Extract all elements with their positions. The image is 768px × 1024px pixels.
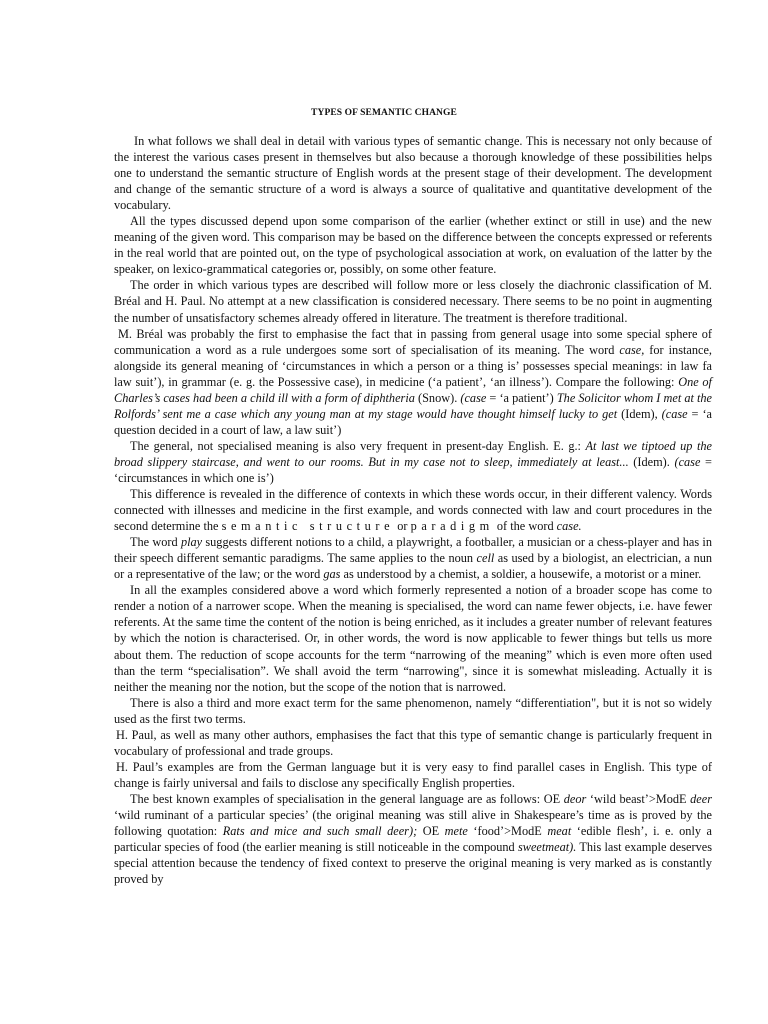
text-run: for instance, alongside its general meaning of ‘circumstances in which a person or a thing is’ possesses special meanings: in law fa law suit’), in grammar (e. g. the Possessive case), in medicine (‘a patient’, ‘an illness’). Compare the following: <box>114 342 712 389</box>
text-run: OE <box>417 824 445 839</box>
text-run: In all the examples considered above a word which formerly represented a notion of a broader scope has come to render a notion of a narrower scope. When the meaning is specialised, the word can name fewer objects, i.e. have fewer referents. At the same time the content of the notion is being enriched, as it includes a greater number of relevant features by which the notion is characterised. Or, in other words, the word is now applicable to fewer things but tells us more about them. The reduction of scope accounts for the term “narrowing of the meaning” which is even more often used than the term “specialisation”. We shall avoid the term “narrowing", since it is somewhat misleading. Actually it is neither the meaning nor the notion, but the scope of the notion that is narrowed. <box>114 583 712 694</box>
text-run: ‘wild beast’>ModE <box>586 791 691 806</box>
text-run: The general, not specialised meaning is also very frequent in present-day English. E. g.: <box>130 438 586 453</box>
text-run: as understood by a chemist, a soldier, a housewife, a motorist or a miner. <box>340 567 702 582</box>
text-run: ‘wild ruminant of a particular species’ (the original meaning was still alive in Shakespeare’s time as is proved by the following quotation: <box>114 807 712 839</box>
italic-text: deer <box>690 791 712 806</box>
text-run: This last example deserves special attention because the tendency of fixed context to preserve the original meaning is very marked as is constantly proved by <box>114 840 712 887</box>
text-run: (Idem). <box>628 454 675 469</box>
spaced-term: paradigm <box>410 519 494 534</box>
paragraph <box>114 759 712 791</box>
text-run: or <box>394 519 411 534</box>
text-run: This difference is revealed in the difference of contexts in which these words occur, in their different valency. Words connected with illnesses and medicine in the first example, and words connected with law and court procedures in the second determine the <box>114 487 712 534</box>
text-run: The order in which various types are described will follow more or less closely the diachronic classification of M. Bréal and H. Paul. No attempt at a new classification is considered necessary. There seems to be no point in augmenting the number of unsatisfactory schemes already offered in literature. The treatment is therefore traditional. <box>114 278 712 325</box>
text-run: ‘edible flesh’, i. e. only a particular species of food (the earlier meaning is still noticeable in the compound <box>114 824 713 855</box>
italic-text: (case <box>661 406 688 421</box>
paragraph <box>114 791 712 887</box>
paragraph <box>114 326 712 438</box>
text-run: = ‘a patient’) <box>486 390 557 405</box>
body-text <box>114 133 712 887</box>
paragraph <box>114 213 712 277</box>
italic-text: sweetmeat). <box>517 840 577 855</box>
text-run: as used by a biologist, an electrician, a nun or a representative of the law; or the word <box>114 551 713 582</box>
paragraph <box>114 695 712 727</box>
paragraph <box>114 582 712 694</box>
text-run: There is also a third and more exact term for the same phenomenon, namely “differentiation", but it is not so widely used as the first two terms. <box>114 695 712 726</box>
paragraph <box>114 486 712 534</box>
italic-text: Rats and mice and such small deer); <box>222 824 418 839</box>
italic-text: case, <box>619 342 645 357</box>
page-title: TYPES OF SEMANTIC CHANGE <box>311 108 457 118</box>
text-run: H. Paul’s examples are from the German language but it is very easy to find parallel cases in English. This type of change is fairly universal and fails to disclose any specifically English properties. <box>114 759 712 790</box>
text-run: = ‘circumstances in which one is’) <box>114 454 712 485</box>
italic-text: deor <box>563 791 587 806</box>
text-run: ‘food’>ModE <box>467 824 548 839</box>
paragraph <box>114 534 712 582</box>
spaced-term: semantic structure <box>221 519 395 534</box>
text-run: = ‘a question decided in a court of law, a law suit’) <box>114 406 713 437</box>
italic-text: play <box>180 535 203 550</box>
text-run: In what follows we shall deal in detail with various types of semantic change. This is necessary not only because of the interest the various cases present in themselves but also because a thorough knowledge of these possibilities helps one to understand the semantic structure of English words at the present stage of their development. The development and change of the semantic structure of a word is always a source of qualitative and quantitative development of the vocabulary. <box>114 134 712 213</box>
paragraph <box>114 438 712 486</box>
italic-text: meat <box>547 824 572 839</box>
text-run: All the types discussed depend upon some comparison of the earlier (whether extinct or still in use) and the new meaning of the given word. This comparison may be based on the difference between the concepts expressed or referents in the real world that are pointed out, on the type of psychological association at work, on evaluation of the latter by the speaker, on lexico-grammatical categories or, possibly, on some other feature. <box>114 214 712 277</box>
italic-text: (case <box>460 390 487 405</box>
paragraph <box>114 133 712 213</box>
italic-text: cell <box>476 551 495 566</box>
text-run: M. Bréal was probably the first to emphasise the fact that in passing from general usage into some special sphere of communication a word as a rule undergoes some sort of specialisation of its meaning. The word <box>114 326 712 357</box>
text-run: The best known examples of specialisation in the general language are as follows: OE <box>130 791 564 806</box>
text-run: (Snow). <box>414 390 461 405</box>
paragraph <box>114 277 712 325</box>
text-run: of the word <box>493 519 557 534</box>
italic-text: One of Charles’s cases had been a child ill with a form of diphtheria <box>114 374 712 405</box>
text-run: H. Paul, as well as many other authors, emphasises the fact that this type of semantic change is particularly frequent in vocabulary of professional and trade groups. <box>114 727 712 758</box>
italic-text: gas <box>323 567 341 582</box>
paragraph <box>114 727 712 759</box>
text-run: The word <box>130 535 181 550</box>
italic-text: The Solicitor whom I met at the Rolfords’ sent me a case which any young man at my stage would have thought himself lucky to get <box>114 390 713 421</box>
italic-text: At last we tiptoed up the broad slippery staircase, and went to our rooms. But in my case not to sleep, immediately at least... <box>114 438 713 469</box>
italic-text: case. <box>556 519 582 534</box>
text-run: (Idem), <box>617 406 662 421</box>
italic-text: mete <box>444 824 468 839</box>
italic-text: (case <box>674 454 701 469</box>
text-run: suggests different notions to a child, a playwright, a footballer, a musician or a chess-player and has in their speech different semantic paradigms. The same applies to the noun <box>114 535 712 566</box>
